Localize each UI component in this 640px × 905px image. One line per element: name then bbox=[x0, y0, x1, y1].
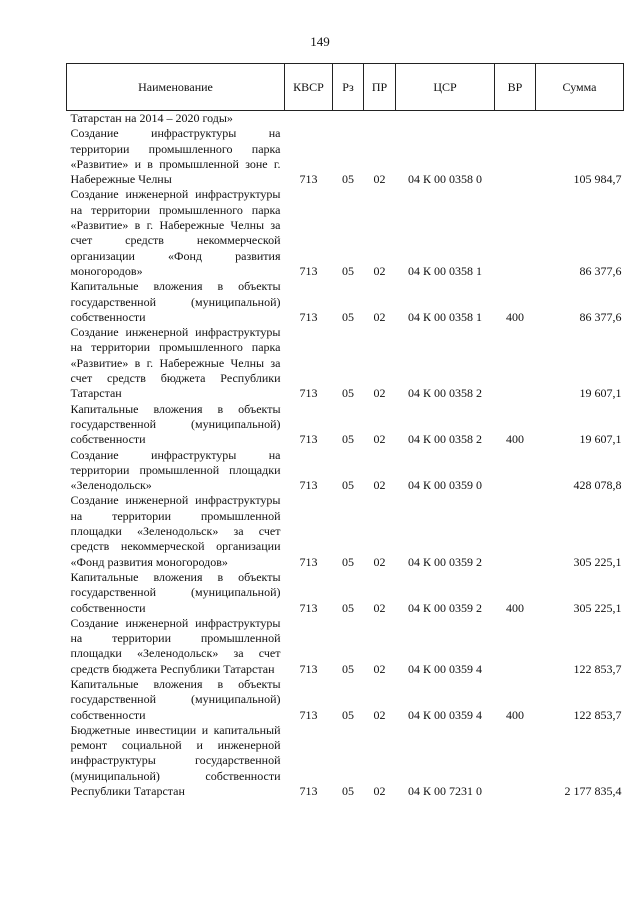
cell-sum: 19 607,1 bbox=[579, 432, 622, 447]
cell-rz bbox=[333, 111, 364, 127]
page-number: 149 bbox=[310, 34, 330, 49]
cell-csr bbox=[396, 111, 495, 127]
cell-name: Капитальные вложения в объекты государственной (муниципальной) собственности bbox=[70, 569, 281, 615]
cell-csr: 04 К 00 7231 0 bbox=[407, 784, 482, 799]
cell-csr: 04 К 00 0359 2 bbox=[407, 600, 482, 615]
cell-rz: 05 bbox=[342, 309, 354, 324]
cell-rz: 05 bbox=[342, 661, 354, 676]
cell-csr: 04 К 00 0359 4 bbox=[407, 661, 482, 676]
cell-pr: 02 bbox=[373, 600, 386, 615]
header-name: Наименование bbox=[67, 64, 285, 111]
table-row bbox=[67, 677, 624, 723]
cell-rz: 05 bbox=[342, 707, 354, 722]
cell-kvsr: 713 bbox=[299, 432, 318, 447]
cell-pr: 02 bbox=[373, 309, 386, 324]
cell-vr bbox=[495, 126, 536, 187]
cell-kvsr: 713 bbox=[299, 661, 318, 676]
cell-pr: 02 bbox=[373, 707, 386, 722]
table-row bbox=[67, 111, 624, 127]
cell-sum: 105 984,7 bbox=[573, 172, 622, 187]
table-row bbox=[67, 187, 624, 279]
cell-pr: 02 bbox=[373, 784, 386, 799]
cell-vr bbox=[495, 493, 536, 569]
cell-kvsr: 713 bbox=[299, 600, 318, 615]
cell-rz: 05 bbox=[342, 172, 354, 187]
cell-name: Создание инфраструктуры на территории промышленного парка «Развитие» и в промышленной зоне г. Набережные Челны bbox=[70, 126, 281, 187]
cell-vr bbox=[495, 325, 536, 401]
cell-vr bbox=[495, 616, 536, 677]
budget-table bbox=[66, 63, 624, 799]
cell-vr: 400 bbox=[506, 600, 524, 615]
table-row bbox=[67, 493, 624, 569]
table-row bbox=[67, 723, 624, 799]
cell-sum: 122 853,7 bbox=[573, 707, 622, 722]
cell-pr: 02 bbox=[373, 478, 386, 493]
cell-pr: 02 bbox=[373, 554, 386, 569]
cell-pr: 02 bbox=[373, 432, 386, 447]
cell-kvsr: 713 bbox=[299, 554, 318, 569]
cell-kvsr: 713 bbox=[299, 478, 318, 493]
header-vr: ВР bbox=[495, 64, 536, 111]
header-pr: ПР bbox=[364, 64, 396, 111]
cell-kvsr: 713 bbox=[299, 784, 318, 799]
cell-vr: 400 bbox=[506, 309, 524, 324]
cell-name: Создание инфраструктуры на территории промышленной площадки «Зеленодольск» bbox=[70, 447, 281, 493]
cell-rz: 05 bbox=[342, 554, 354, 569]
table-header bbox=[67, 64, 624, 111]
cell-sum: 19 607,1 bbox=[579, 386, 622, 401]
cell-csr: 04 К 00 0358 0 bbox=[407, 172, 482, 187]
table-row bbox=[67, 279, 624, 325]
header-sum: Сумма bbox=[536, 64, 624, 111]
cell-csr: 04 К 00 0358 1 bbox=[407, 309, 482, 324]
cell-csr: 04 К 00 0358 2 bbox=[407, 432, 482, 447]
cell-csr: 04 К 00 0359 4 bbox=[407, 707, 482, 722]
cell-rz: 05 bbox=[342, 263, 354, 278]
cell-pr bbox=[364, 111, 396, 127]
cell-sum: 305 225,1 bbox=[573, 600, 622, 615]
cell-pr: 02 bbox=[373, 386, 386, 401]
cell-name: Создание инженерной инфраструктуры на территории промышленной площадки «Зеленодольск» за счет средств бюджета Республики Татарстан bbox=[70, 615, 281, 676]
cell-csr: 04 К 00 0359 0 bbox=[407, 478, 482, 493]
cell-name: Татарстан на 2014 – 2020 годы» bbox=[70, 111, 233, 125]
cell-pr: 02 bbox=[373, 263, 386, 278]
cell-csr: 04 К 00 0359 2 bbox=[407, 554, 482, 569]
cell-sum: 86 377,6 bbox=[579, 263, 622, 278]
cell-kvsr: 713 bbox=[299, 707, 318, 722]
cell-rz: 05 bbox=[342, 386, 354, 401]
cell-kvsr bbox=[285, 111, 333, 127]
cell-kvsr: 713 bbox=[299, 172, 318, 187]
cell-vr bbox=[495, 187, 536, 279]
cell-csr: 04 К 00 0358 2 bbox=[407, 386, 482, 401]
cell-name: Капитальные вложения в объекты государственной (муниципальной) собственности bbox=[70, 401, 281, 447]
cell-name: Создание инженерной инфраструктуры на территории промышленного парка «Развитие» в г. Набережные Челны за счет средств бюджета Республики Татарстан bbox=[70, 325, 281, 401]
table-body bbox=[67, 111, 624, 800]
table-row bbox=[67, 448, 624, 494]
cell-kvsr: 713 bbox=[299, 309, 318, 324]
cell-sum: 122 853,7 bbox=[573, 661, 622, 676]
cell-kvsr: 713 bbox=[299, 386, 318, 401]
cell-rz: 05 bbox=[342, 432, 354, 447]
table-row bbox=[67, 325, 624, 401]
cell-sum: 305 225,1 bbox=[573, 554, 622, 569]
cell-rz: 05 bbox=[342, 600, 354, 615]
cell-name: Бюджетные инвестиции и капитальный ремонт социальной и инженерной инфраструктуры государственной (муниципальной) собственности Республики Татарстан bbox=[70, 722, 281, 799]
cell-sum: 86 377,6 bbox=[579, 309, 622, 324]
cell-name: Капитальные вложения в объекты государственной (муниципальной) собственности bbox=[70, 676, 281, 722]
table-row bbox=[67, 126, 624, 187]
cell-csr: 04 К 00 0358 1 bbox=[407, 263, 482, 278]
header-csr: ЦСР bbox=[396, 64, 495, 111]
cell-vr bbox=[495, 723, 536, 799]
header-rz: Рз bbox=[333, 64, 364, 111]
cell-vr bbox=[495, 111, 536, 127]
cell-name: Создание инженерной инфраструктуры на территории промышленного парка «Развитие» в г. Набережные Челны за счет средств некоммерческой организации «Фонд развития моногородов» bbox=[70, 187, 281, 278]
cell-sum: 428 078,8 bbox=[573, 478, 622, 493]
cell-vr: 400 bbox=[506, 707, 524, 722]
cell-kvsr: 713 bbox=[299, 263, 318, 278]
cell-sum bbox=[536, 111, 624, 127]
cell-rz: 05 bbox=[342, 478, 354, 493]
cell-vr bbox=[495, 448, 536, 494]
cell-pr: 02 bbox=[373, 172, 386, 187]
table-row bbox=[67, 570, 624, 616]
cell-name: Создание инженерной инфраструктуры на территории промышленной площадки «Зеленодольск» за счет средств некоммерческой организации «Фонд развития моногородов» bbox=[70, 493, 281, 569]
table-row bbox=[67, 616, 624, 677]
header-kvsr: КВСР bbox=[285, 64, 333, 111]
cell-vr: 400 bbox=[506, 432, 524, 447]
cell-sum: 2 177 835,4 bbox=[564, 784, 622, 799]
cell-rz: 05 bbox=[342, 784, 354, 799]
cell-name: Капитальные вложения в объекты государственной (муниципальной) собственности bbox=[70, 279, 281, 324]
table-row bbox=[67, 402, 624, 448]
cell-pr: 02 bbox=[373, 661, 386, 676]
